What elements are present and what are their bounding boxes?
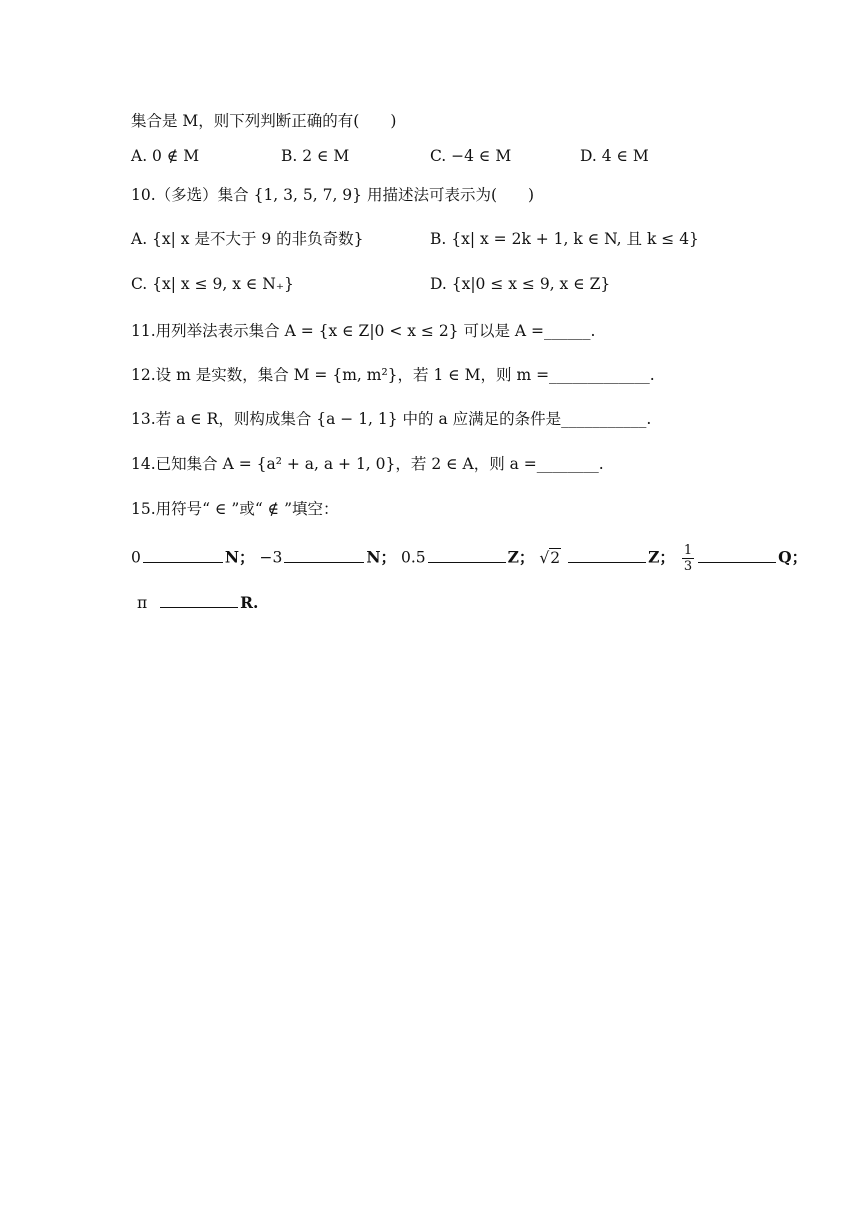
question-9-stem: 集合是 M，则下列判断正确的有( ) [131, 112, 397, 130]
question-15-stem: 15.用符号“ ∈ ”或“ ∉ ”填空： [131, 500, 339, 518]
q15-item-pi: π [137, 594, 148, 612]
question-11: 11.用列举法表示集合 A = {x ∈ Z|0 < x ≤ 2} 可以是 A =______. [131, 322, 596, 340]
radicand: 2 [550, 548, 561, 567]
q9-option-b: B. 2 ∈ M [281, 147, 350, 165]
set-r-label: R. [240, 593, 259, 612]
q10-option-d: D. {x|0 ≤ x ≤ 9, x ∈ Z} [430, 275, 611, 293]
sqrt-two: √2 [539, 548, 561, 567]
set-z-label: Z； [507, 547, 535, 567]
question-12: 12.设 m 是实数，集合 M = {m, m²}，若 1 ∈ M，则 m =_____________. [131, 366, 655, 384]
set-n-label: N； [366, 547, 397, 567]
q9-option-a: A. 0 ∉ M [131, 147, 200, 165]
fraction-numerator: 1 [683, 543, 693, 558]
question-15-row-2 [137, 592, 258, 614]
set-z-label: Z； [648, 547, 675, 567]
question-10-stem: 10.（多选）集合 {1, 3, 5, 7, 9} 用描述法可表示为( ) [131, 186, 535, 204]
set-q-label: Q； [778, 547, 808, 567]
q10-option-a: A. {x| x 是不大于 9 的非负奇数} [131, 230, 364, 248]
answer-blank[interactable] [698, 548, 776, 563]
q9-option-c: C. −4 ∈ M [430, 147, 512, 165]
answer-blank[interactable] [428, 548, 506, 563]
q9-option-d: D. 4 ∈ M [580, 147, 649, 165]
question-14: 14.已知集合 A = {a² + a, a + 1, 0}，若 2 ∈ A，则 a =________. [131, 455, 604, 473]
answer-blank[interactable] [160, 593, 238, 608]
q10-option-c: C. {x| x ≤ 9, x ∈ N₊} [131, 275, 294, 293]
set-n-label: N； [224, 547, 255, 567]
answer-blank[interactable] [568, 548, 646, 563]
q15-item-zero: 0 [131, 548, 141, 567]
fraction-denominator: 3 [683, 559, 693, 574]
fraction-one-third [682, 543, 694, 574]
question-15-row-1 [131, 543, 807, 574]
answer-blank[interactable] [284, 548, 364, 563]
question-13: 13.若 a ∈ R，则构成集合 {a − 1, 1} 中的 a 应满足的条件是___________. [131, 410, 652, 428]
q15-item-neg3: −3 [259, 548, 283, 567]
q10-option-b: B. {x| x = 2k + 1, k ∈ N, 且 k ≤ 4} [430, 230, 699, 248]
q15-item-half: 0.5 [400, 548, 426, 567]
answer-blank[interactable] [143, 548, 223, 563]
